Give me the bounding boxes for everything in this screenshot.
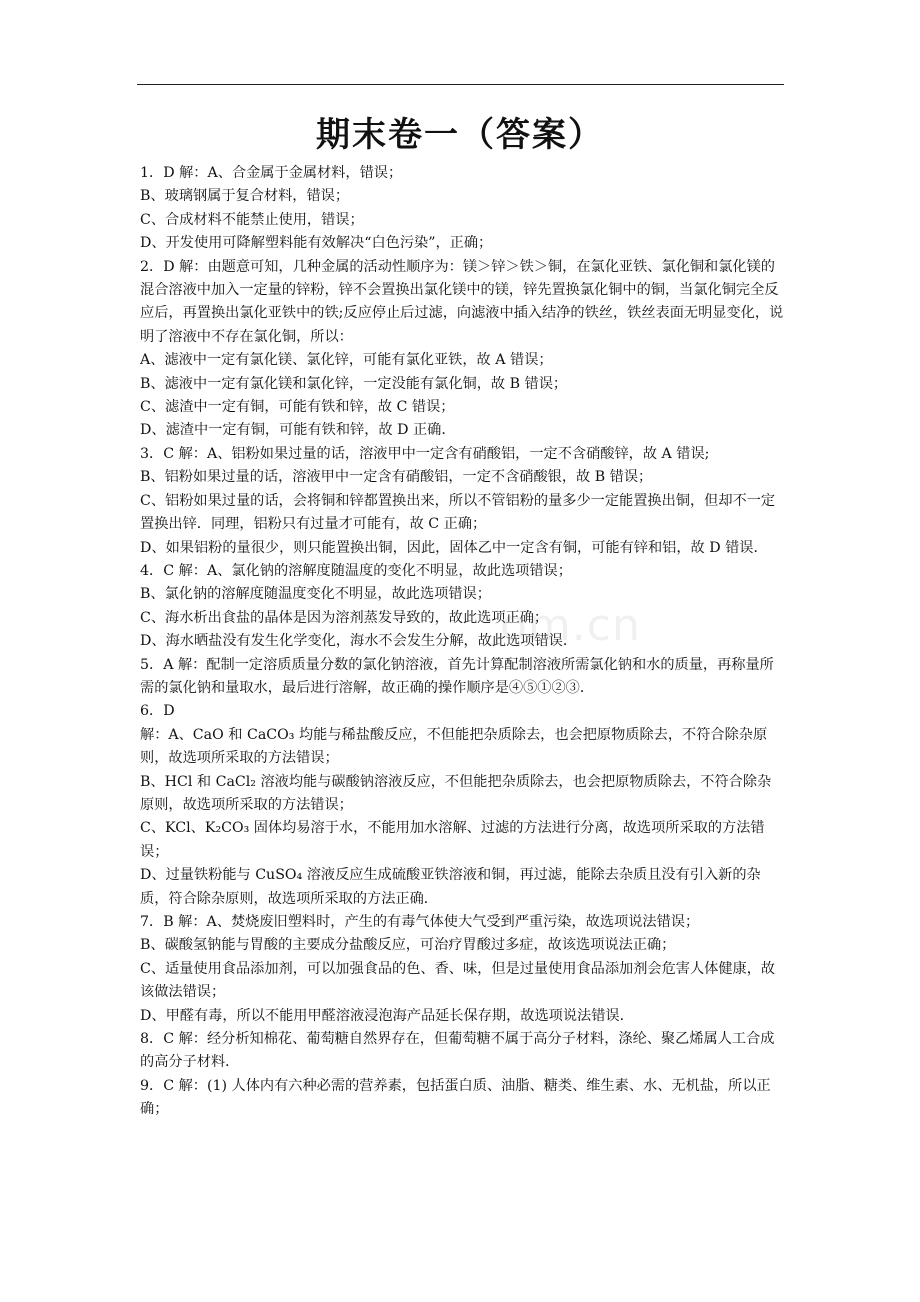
answer-body [140,162,785,1122]
paragraph: 6．D [140,703,175,720]
paragraph: C、滤渣中一定有铜，可能有铁和锌，故 C 错误； [140,399,455,416]
paragraph: D、如果铝粉的量很少，则只能置换出铜，因此，固体乙中一定含有铜，可能有锌和铝，故 D 错误． [140,539,768,556]
paragraph: 解：A、CaO 和 CaCO₃ 均能与稀盐酸反应，不但能把杂质除去，也会把原物质除去，不符合除杂原则，故选项所采取的方法错误； [140,726,768,767]
paragraph: 4．C 解：A、氯化钠的溶解度随温度的变化不明显，故此选项错误； [140,562,572,579]
paragraph: 8．C 解：经分析知棉花、葡萄糖自然界存在，但葡萄糖不属于高分子材料，涤纶、聚乙烯属人工合成的高分子材料． [140,1031,775,1071]
paragraph: B、滤液中一定有氯化镁和氯化锌，一定没能有氯化铜，故 B 错误； [140,375,568,392]
paragraph: B、氯化钠的溶解度随温度变化不明显，故此选项错误； [140,586,491,603]
paragraph: 2．D 解：由题意可知，几种金属的活动性顺序为：镁＞锌＞铁＞铜，在氯化亚铁、氯化铜和氯化镁的混合溶液中加入一定量的锌粉，锌不会置换出氯化镁中的镁，锌先置换氯化铜中的铜，当氯化铜完全反应后，再置换出氯化亚铁中的铁;反应停止后过滤，向滤液中插入结净的铁丝，铁丝表面无明显变化，说明了溶液中不存在氯化铜，所以： [140,258,784,345]
paragraph: D、海水晒盐没有发生化学变化，海水不会发生分解，故此选项错误． [140,633,578,650]
paragraph: B、铝粉如果过量的话，溶液甲中一定含有硝酸铝，一定不含硝酸银，故 B 错误； [140,469,653,486]
paragraph: D、滤渣中一定有铜，可能有铁和锌，故 D 正确． [140,422,456,439]
paragraph: B、HCl 和 CaCl₂ 溶液均能与碳酸钠溶液反应，不但能把杂质除去，也会把原物质除去，不符合除杂原则，故选项所采取的方法错误； [140,773,772,813]
paragraph: B、玻璃钢属于复合材料，错误； [140,188,350,205]
paragraph: B、碳酸氢钠能与胃酸的主要成分盐酸反应，可治疗胃酸过多症，故该选项说法正确； [140,937,676,954]
paragraph: 5．A 解：配制一定溶质质量分数的氯化钠溶液，首先计算配制溶液所需氯化钠和水的质量，再称量所需的氯化钠和量取水，最后进行溶解，故正确的操作顺序是④⑤①②③． [140,656,774,696]
watermark: om.cn [500,600,641,651]
paragraph: C、铝粉如果过量的话，会将铜和锌都置换出来，所以不管铝粉的量多少一定能置换出铜，但却不一定置换出锌．同理，铝粉只有过量才可能有，故 C 正确； [140,492,776,533]
paragraph: 9．C 解：(1) 人体内有六种必需的营养素，包括蛋白质、油脂、糖类、维生素、水、无机盐，所以正确； [140,1077,771,1118]
paragraph: 7．B 解：A、焚烧废旧塑料时，产生的有毒气体使大气受到严重污染，故选项说法错误； [140,914,700,930]
paragraph: 3．C 解：A、铝粉如果过量的话，溶液甲中一定含有硝酸铝，一定不含硝酸锌，故 A 错误; [140,445,710,462]
paragraph: C、适量使用食品添加剂，可以加强食品的色、香、味，但是过量使用食品添加剂会危害人体健康，故该做法错误； [140,960,776,1001]
paragraph: A、滤液中一定有氯化镁、氯化锌，可能有氯化亚铁，故 A 错误； [140,352,553,369]
paragraph: D、过量铁粉能与 CuSO₄ 溶液反应生成硫酸亚铁溶液和铜，再过滤，能除去杂质且没有引入新的杂质，符合除杂原则，故选项所采取的方法正确． [140,867,761,907]
paragraph: 1．D 解：A、合金属于金属材料，错误； [140,165,403,181]
paragraph: D、甲醛有毒，所以不能用甲醛溶液浸泡海产品延长保存期，故选项说法错误． [140,1007,634,1024]
page-title: 期末卷一（答案） [316,115,604,155]
paragraph: D、开发使用可降解塑料能有效解决“白色污染”，正确； [140,235,493,252]
paragraph: C、合成材料不能禁止使用，错误； [140,211,364,228]
paragraph: C、海水析出食盐的晶体是因为溶剂蒸发导致的，故此选项正确； [140,609,549,626]
paragraph: C、KCl、K₂CO₃ 固体均易溶于水，不能用加水溶解、过滤的方法进行分离，故选项所采取的方法错误； [140,820,765,860]
header-rule [137,84,784,85]
